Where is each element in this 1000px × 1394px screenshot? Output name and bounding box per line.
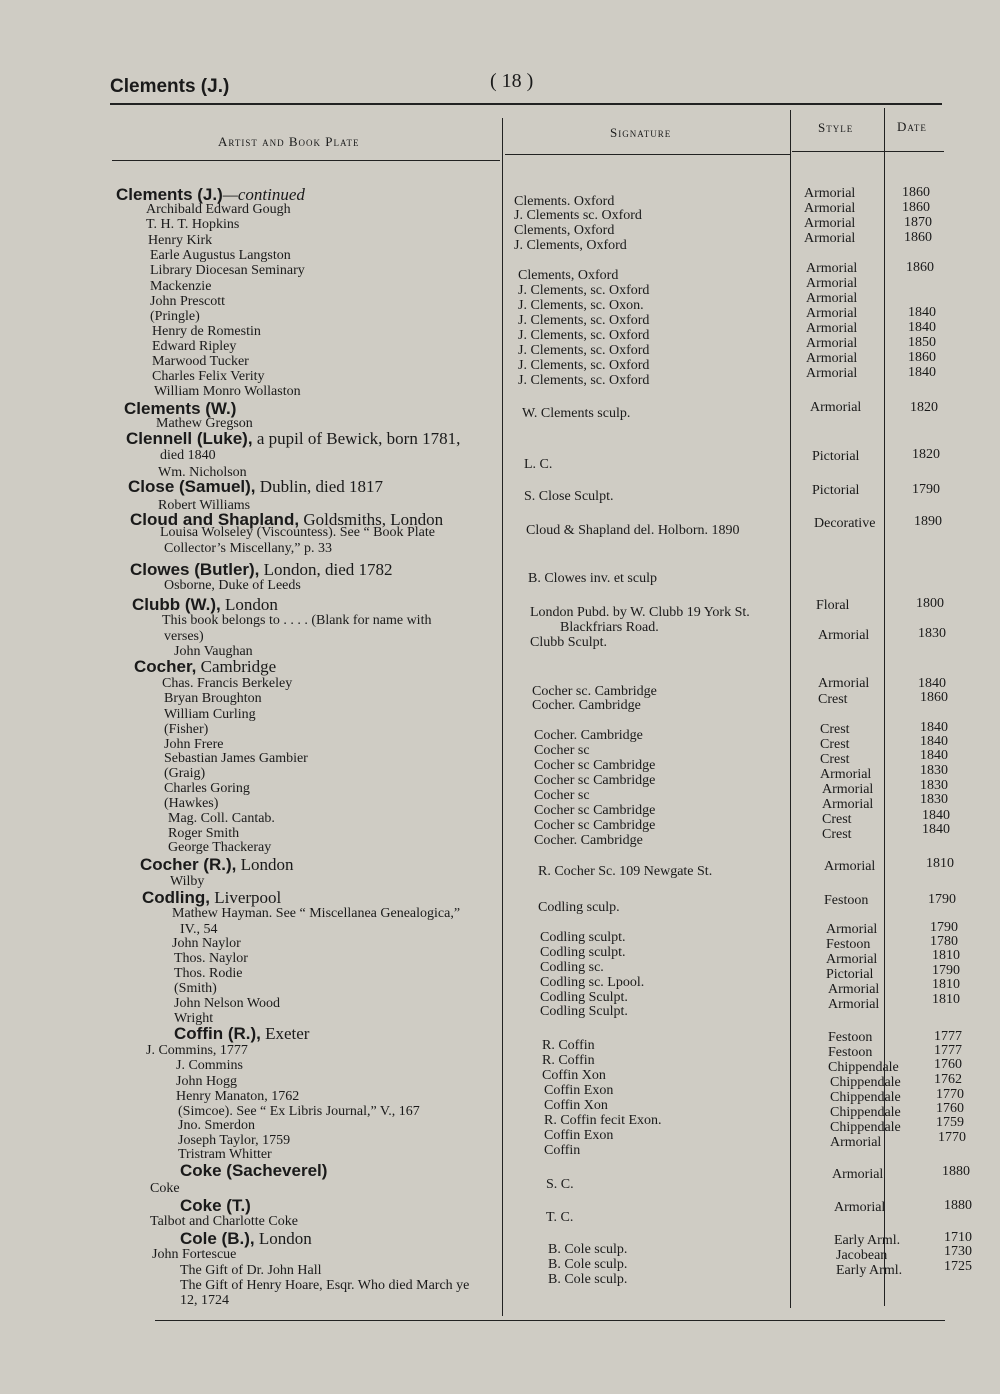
- date-cell: 1890: [914, 514, 942, 529]
- date-cell: 1860: [902, 185, 930, 200]
- date-cell: 1730: [944, 1244, 972, 1259]
- style-cell: Chippendale: [828, 1060, 899, 1075]
- date-cell: 1770: [936, 1087, 964, 1102]
- signature-cell: R. Coffin: [542, 1053, 595, 1068]
- date-cell: 1860: [904, 230, 932, 245]
- engraver-heading: [126, 430, 460, 448]
- signature-cell: Cocher sc Cambridge: [534, 818, 656, 833]
- style-cell: Armorial: [826, 922, 878, 937]
- style-cell: Armorial: [804, 186, 856, 201]
- engraver-details: a pupil of Bewick, born 1781,: [252, 429, 461, 448]
- style-cell: Decorative: [814, 516, 876, 531]
- engraver-name: Codling,: [142, 888, 210, 907]
- bookplate-owner: (Simcoe). See “ Ex Libris Journal,” V., 167: [178, 1104, 420, 1119]
- date-cell: 1830: [920, 792, 948, 807]
- bookplate-owner: Thos. Naylor: [174, 951, 248, 966]
- date-cell: 1790: [912, 482, 940, 497]
- style-cell: Armorial: [804, 231, 856, 246]
- date-cell: 1810: [932, 948, 960, 963]
- signature-cell: Cocher sc Cambridge: [534, 758, 656, 773]
- style-cell: Armorial: [832, 1167, 884, 1182]
- bookplate-owner: William Curling: [164, 707, 256, 722]
- signature-cell: J. Clements, sc. Oxford: [518, 358, 650, 373]
- signature-cell: Cocher. Cambridge: [534, 728, 643, 743]
- signature-cell: J. Clements, sc. Oxford: [518, 373, 650, 388]
- date-cell: 1840: [920, 734, 948, 749]
- date-cell: 1810: [932, 977, 960, 992]
- engraver-name: Clements (W.): [124, 399, 237, 418]
- bookplate-owner: (Smith): [174, 981, 217, 996]
- bookplate-owner: Library Diocesan Seminary: [150, 263, 305, 278]
- bookplate-owner: Bryan Broughton: [164, 691, 262, 706]
- signature-cell: Codling sc. Lpool.: [540, 975, 645, 990]
- date-cell: 1840: [920, 720, 948, 735]
- bookplate-owner: (Graig): [164, 766, 206, 781]
- style-cell: Early Arml.: [834, 1233, 901, 1248]
- signature-cell: Coffin Xon: [544, 1098, 608, 1113]
- engraver-name: Cocher (R.),: [140, 855, 237, 874]
- bookplate-owner: Wm. Nicholson: [158, 465, 247, 480]
- bookplate-owner: Charles Felix Verity: [152, 369, 265, 384]
- bookplate-owner: John Fortescue: [152, 1247, 237, 1262]
- style-cell: Crest: [822, 812, 852, 827]
- style-cell: Jacobean: [836, 1248, 888, 1263]
- signature-cell: London Pubd. by W. Clubb 19 York St.: [530, 605, 750, 620]
- date-cell: 1725: [944, 1259, 972, 1274]
- engraver-heading: [180, 1197, 251, 1215]
- column-header-date: Date: [897, 119, 927, 134]
- bookplate-owner: Henry Kirk: [148, 233, 213, 248]
- style-cell: Armorial: [806, 351, 858, 366]
- bookplate-owner: Robert Williams: [158, 498, 251, 513]
- bookplate-owner: John Frere: [164, 737, 224, 752]
- date-cell: 1790: [930, 920, 958, 935]
- style-cell: Crest: [818, 692, 848, 707]
- engraver-name: Cole (B.),: [180, 1229, 255, 1248]
- signature-cell: Blackfriars Road.: [560, 620, 659, 635]
- date-cell: 1840: [922, 808, 950, 823]
- bookplate-owner: Sebastian James Gambier: [164, 751, 308, 766]
- signature-cell: Clubb Sculpt.: [530, 635, 608, 650]
- signature-cell: Coffin Xon: [542, 1068, 606, 1083]
- bookplate-owner: Chas. Francis Berkeley: [162, 676, 293, 691]
- bookplate-owner: John Nelson Wood: [174, 996, 280, 1011]
- signature-cell: S. Close Sculpt.: [524, 489, 614, 504]
- date-cell: 1800: [916, 596, 944, 611]
- bookplate-owner: John Prescott: [150, 294, 226, 309]
- date-cell: 1860: [908, 350, 936, 365]
- date-cell: 1880: [944, 1198, 972, 1213]
- engraver-name: Cloud and Shapland,: [130, 510, 300, 529]
- date-cell: 1840: [922, 822, 950, 837]
- signature-cell: Cocher sc Cambridge: [534, 803, 656, 818]
- signature-cell: Codling sculpt.: [540, 930, 626, 945]
- bookplate-owner: T. H. T. Hopkins: [146, 217, 240, 232]
- bookplate-owner: (Hawkes): [164, 796, 219, 811]
- signature-cell: Cocher sc Cambridge: [534, 773, 656, 788]
- bookplate-owner: (Fisher): [164, 722, 209, 737]
- header-rule-left: [112, 160, 500, 161]
- bookplate-owner: J. Commins, 1777: [146, 1043, 248, 1058]
- date-cell: 1770: [938, 1130, 966, 1145]
- date-cell: 1760: [936, 1101, 964, 1116]
- signature-cell: J. Clements, sc. Oxon.: [518, 298, 644, 313]
- signature-cell: Cocher sc: [534, 788, 590, 803]
- engraver-details: London: [220, 595, 278, 614]
- bookplate-owner: The Gift of Henry Hoare, Esqr. Who died March ye: [180, 1278, 470, 1293]
- page-number: ( 18 ): [490, 70, 534, 92]
- date-cell: 1860: [920, 690, 948, 705]
- engraver-heading: [174, 1025, 309, 1043]
- bookplate-owner: Archibald Edward Gough: [146, 202, 291, 217]
- style-cell: Armorial: [828, 997, 880, 1012]
- style-cell: Chippendale: [830, 1105, 901, 1120]
- signature-cell: Coffin Exon: [544, 1083, 614, 1098]
- signature-cell: T. C.: [546, 1210, 574, 1225]
- signature-cell: Cocher. Cambridge: [534, 833, 643, 848]
- engraver-heading: [128, 478, 383, 496]
- bookplate-owner: verses): [164, 629, 204, 644]
- date-cell: 1840: [908, 305, 936, 320]
- style-cell: Festoon: [826, 937, 871, 952]
- date-cell: 1810: [932, 992, 960, 1007]
- signature-cell: R. Cocher Sc. 109 Newgate St.: [538, 864, 713, 879]
- style-cell: Chippendale: [830, 1075, 901, 1090]
- bookplate-owner: William Monro Wollaston: [154, 384, 301, 399]
- style-cell: Armorial: [818, 628, 870, 643]
- bookplate-owner: John Vaughan: [174, 644, 253, 659]
- signature-cell: W. Clements sculp.: [522, 406, 631, 421]
- style-cell: Pictorial: [812, 483, 860, 498]
- bookplate-owner: 12, 1724: [180, 1293, 229, 1308]
- engraver-heading: [130, 561, 393, 579]
- bookplate-owner: George Thackeray: [168, 840, 272, 855]
- signature-cell: Cocher. Cambridge: [532, 698, 641, 713]
- signature-cell: J. Clements, Oxford: [514, 238, 627, 253]
- style-cell: Armorial: [806, 366, 858, 381]
- style-cell: Armorial: [826, 952, 878, 967]
- engraver-details: Exeter: [260, 1024, 310, 1043]
- bookplate-owner: Mathew Hayman. See “ Miscellanea Genealogica,”: [172, 906, 461, 921]
- engraver-details: London: [236, 855, 294, 874]
- signature-cell: Clements, Oxford: [514, 223, 615, 238]
- signature-cell: Codling sculp.: [538, 900, 620, 915]
- date-cell: 1780: [930, 934, 958, 949]
- bookplate-owner: Marwood Tucker: [152, 354, 249, 369]
- date-cell: 1840: [908, 320, 936, 335]
- date-cell: 1777: [934, 1043, 962, 1058]
- signature-cell: B. Cole sculp.: [548, 1257, 628, 1272]
- style-cell: Armorial: [830, 1135, 882, 1150]
- bookplate-owner: Thos. Rodie: [174, 966, 243, 981]
- date-cell: 1880: [942, 1164, 970, 1179]
- style-cell: Crest: [820, 752, 850, 767]
- date-cell: 1790: [932, 963, 960, 978]
- engraver-details: Goldsmiths, London: [299, 510, 444, 529]
- style-cell: Armorial: [822, 797, 874, 812]
- bookplate-owner: John Naylor: [172, 936, 241, 951]
- bookplate-owner: Mathew Gregson: [156, 416, 253, 431]
- engraver-name: Coffin (R.),: [174, 1024, 261, 1043]
- bookplate-owner: Collector’s Miscellany,” p. 33: [164, 541, 332, 556]
- column-divider-2: [790, 110, 791, 1308]
- date-cell: 1830: [918, 626, 946, 641]
- engraver-details: Cambridge: [196, 657, 277, 676]
- style-cell: Pictorial: [812, 449, 860, 464]
- signature-cell: Coffin: [544, 1143, 581, 1158]
- style-cell: Armorial: [820, 767, 872, 782]
- bookplate-owner: Mag. Coll. Cantab.: [168, 811, 275, 826]
- date-cell: 1790: [928, 892, 956, 907]
- bookplate-owner: Tristram Whitter: [178, 1147, 272, 1162]
- signature-cell: Cocher sc: [534, 743, 590, 758]
- running-head: Clements (J.): [110, 76, 230, 97]
- column-header-signature: Signature: [610, 125, 672, 140]
- date-cell: 1810: [926, 856, 954, 871]
- engraver-heading: [180, 1162, 327, 1180]
- bookplate-owner: Talbot and Charlotte Coke: [150, 1214, 298, 1229]
- column-header-style: Style: [818, 120, 854, 135]
- date-cell: 1820: [912, 447, 940, 462]
- header-rule-mid: [505, 154, 790, 155]
- bookplate-owner: Jno. Smerdon: [178, 1118, 255, 1133]
- signature-cell: Codling Sculpt.: [540, 1004, 628, 1019]
- style-cell: Armorial: [806, 291, 858, 306]
- signature-cell: R. Coffin fecit Exon.: [544, 1113, 662, 1128]
- bookplate-owner: John Hogg: [176, 1074, 238, 1089]
- style-cell: Armorial: [806, 276, 858, 291]
- style-cell: Crest: [820, 722, 850, 737]
- bookplate-owner: Louisa Wolseley (Viscountess). See “ Book Plate: [160, 525, 436, 540]
- signature-cell: S. C.: [546, 1177, 574, 1192]
- bookplate-owner: J. Commins: [176, 1058, 243, 1073]
- style-cell: Chippendale: [830, 1120, 901, 1135]
- signature-cell: Clements. Oxford: [514, 194, 615, 209]
- engraver-name: Clements (J.): [116, 185, 223, 204]
- bookplate-owner: Charles Goring: [164, 781, 250, 796]
- style-cell: Chippendale: [830, 1090, 901, 1105]
- signature-cell: Cocher sc. Cambridge: [532, 684, 657, 699]
- signature-cell: J. Clements, sc. Oxford: [518, 283, 650, 298]
- engraver-name: Clennell (Luke),: [126, 429, 253, 448]
- style-cell: Pictorial: [826, 967, 874, 982]
- engraver-heading: [132, 596, 278, 614]
- date-cell: 1860: [906, 260, 934, 275]
- style-cell: Festoon: [828, 1045, 873, 1060]
- signature-cell: L. C.: [524, 457, 553, 472]
- engraver-heading: [180, 1230, 312, 1248]
- date-cell: 1870: [904, 215, 932, 230]
- date-cell: 1777: [934, 1029, 962, 1044]
- signature-cell: J. Clements, sc. Oxford: [518, 313, 650, 328]
- column-header-artist: Artist and Book Plate: [218, 134, 360, 149]
- bottom-rule: [155, 1320, 945, 1321]
- engraver-heading: [142, 889, 281, 907]
- engraver-details: London, died 1782: [259, 560, 393, 579]
- date-cell: 1840: [920, 748, 948, 763]
- date-cell: 1850: [908, 335, 936, 350]
- bookplate-owner: Joseph Taylor, 1759: [178, 1133, 291, 1148]
- date-cell: 1762: [934, 1072, 962, 1087]
- style-cell: Armorial: [824, 859, 876, 874]
- signature-cell: R. Coffin: [542, 1038, 595, 1053]
- engraver-name: Clubb (W.),: [132, 595, 221, 614]
- date-cell: 1840: [908, 365, 936, 380]
- style-cell: Festoon: [824, 893, 869, 908]
- bookplate-owner: (Pringle): [150, 309, 200, 324]
- bookplate-owner: Edward Ripley: [152, 339, 237, 354]
- top-rule: [110, 103, 942, 105]
- style-cell: Armorial: [804, 201, 856, 216]
- date-cell: 1820: [910, 400, 938, 415]
- signature-cell: Codling sculpt.: [540, 945, 626, 960]
- bookplate-owner: This book belongs to . . . . (Blank for name with: [162, 613, 432, 628]
- style-cell: Crest: [820, 737, 850, 752]
- style-cell: Armorial: [804, 216, 856, 231]
- style-cell: Armorial: [834, 1200, 886, 1215]
- column-divider-1: [502, 118, 503, 1316]
- style-cell: Armorial: [822, 782, 874, 797]
- date-cell: 1830: [920, 763, 948, 778]
- engraver-name: Clowes (Butler),: [130, 560, 260, 579]
- style-cell: Early Arml.: [836, 1263, 903, 1278]
- date-cell: 1759: [936, 1115, 964, 1130]
- signature-cell: J. Clements, sc. Oxford: [518, 343, 650, 358]
- signature-cell: Codling sc.: [540, 960, 604, 975]
- bookplate-owner: Wright: [174, 1011, 214, 1026]
- style-cell: Crest: [822, 827, 852, 842]
- signature-cell: B. Clowes inv. et sculp: [528, 571, 657, 586]
- bookplate-owner: Henry Manaton, 1762: [176, 1089, 300, 1104]
- date-cell: 1830: [920, 778, 948, 793]
- signature-cell: B. Cole sculp.: [548, 1242, 628, 1257]
- style-cell: Armorial: [810, 400, 862, 415]
- bookplate-owner: died 1840: [160, 448, 216, 463]
- style-cell: Armorial: [806, 321, 858, 336]
- date-cell: 1760: [934, 1057, 962, 1072]
- style-cell: Armorial: [828, 982, 880, 997]
- bookplate-owner: Mackenzie: [150, 279, 212, 294]
- style-cell: Floral: [816, 598, 850, 613]
- signature-cell: J. Clements, sc. Oxford: [518, 328, 650, 343]
- style-cell: Festoon: [828, 1030, 873, 1045]
- signature-cell: Cloud & Shapland del. Holborn. 1890: [526, 523, 740, 538]
- bookplate-owner: Coke: [150, 1181, 180, 1196]
- bookplate-owner: Henry de Romestin: [152, 324, 261, 339]
- engraver-name: Coke (T.): [180, 1196, 251, 1215]
- style-cell: Armorial: [818, 676, 870, 691]
- engraver-name: Coke (Sacheverel): [180, 1161, 328, 1180]
- engraver-details: London: [254, 1229, 312, 1248]
- bookplate-owner: The Gift of Dr. John Hall: [180, 1263, 322, 1278]
- bookplate-owner: IV., 54: [180, 922, 218, 937]
- date-cell: 1710: [944, 1230, 972, 1245]
- style-cell: Armorial: [806, 336, 858, 351]
- header-rule-right: [792, 151, 944, 152]
- engraver-heading: [134, 658, 276, 676]
- signature-cell: B. Cole sculp.: [548, 1272, 628, 1287]
- engraver-heading: [140, 856, 293, 874]
- engraver-name: Close (Samuel),: [128, 477, 256, 496]
- engraver-details: —continued: [222, 185, 305, 204]
- signature-cell: J. Clements sc. Oxford: [514, 208, 642, 223]
- style-cell: Armorial: [806, 306, 858, 321]
- bookplate-owner: Wilby: [170, 874, 205, 889]
- bookplate-owner: Earle Augustus Langston: [150, 248, 291, 263]
- bookplate-owner: Osborne, Duke of Leeds: [164, 578, 301, 593]
- signature-cell: Clements, Oxford: [518, 268, 619, 283]
- signature-cell: Coffin Exon: [544, 1128, 614, 1143]
- date-cell: 1840: [918, 676, 946, 691]
- engraver-name: Cocher,: [134, 657, 197, 676]
- bookplate-owner: Roger Smith: [168, 826, 240, 841]
- engraver-details: Dublin, died 1817: [255, 477, 384, 496]
- style-cell: Armorial: [806, 261, 858, 276]
- signature-cell: Codling Sculpt.: [540, 990, 628, 1005]
- date-cell: 1860: [902, 200, 930, 215]
- engraver-details: Liverpool: [209, 888, 282, 907]
